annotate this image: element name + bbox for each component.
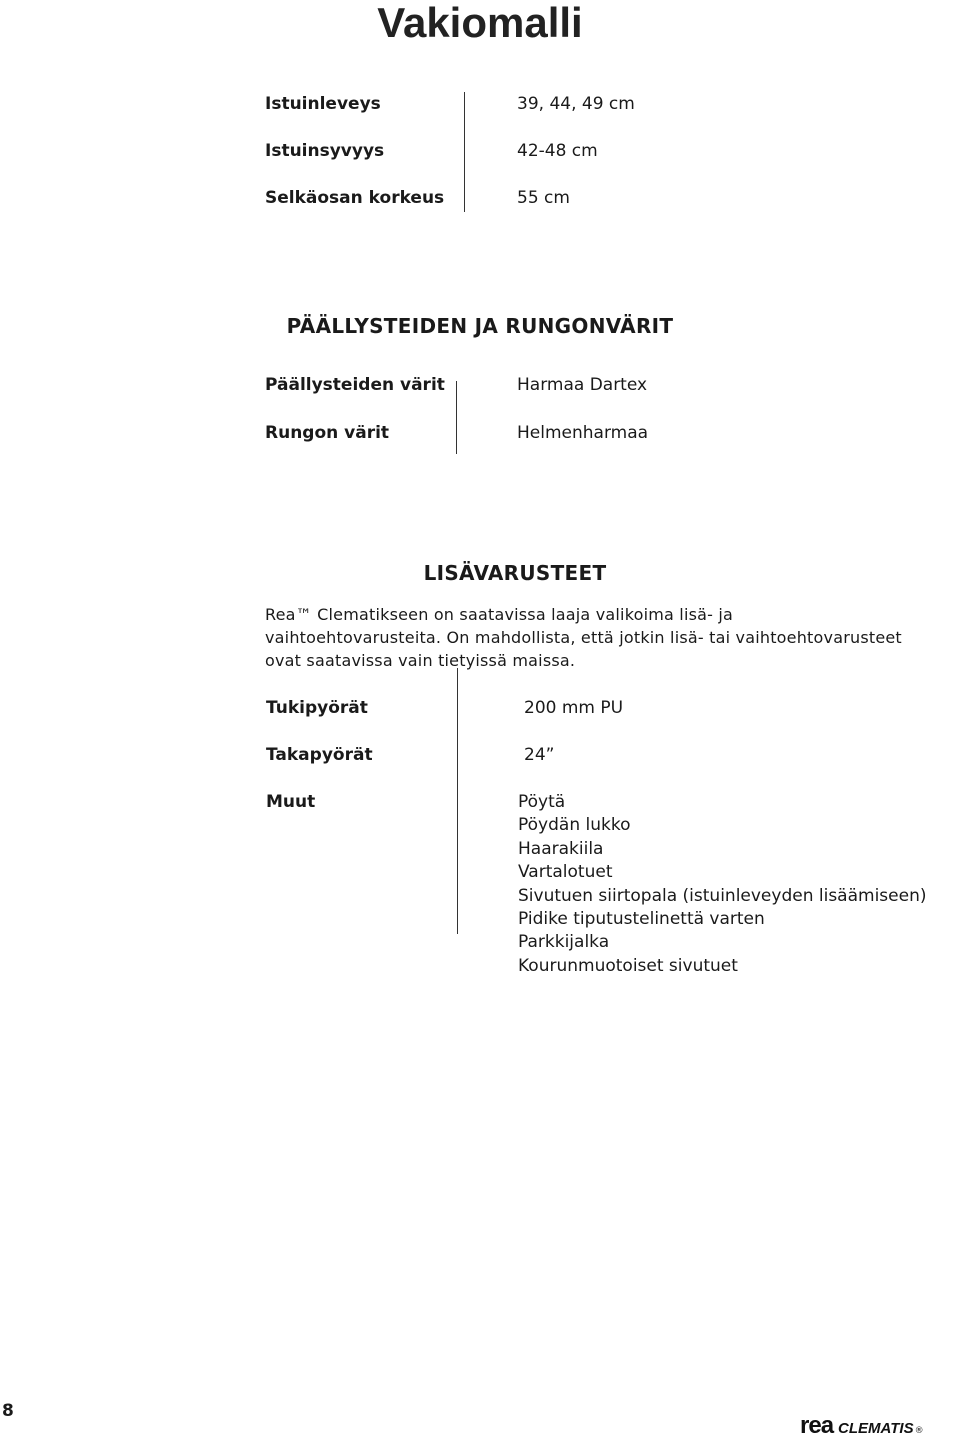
list-item: Parkkijalka xyxy=(518,932,610,953)
list-item: Vartalotuet xyxy=(518,862,613,883)
accessories-heading: LISÄVARUSTEET xyxy=(423,561,607,585)
accessory-label: Takapyörät xyxy=(266,745,373,765)
color-label: Rungon värit xyxy=(265,423,390,443)
page-number: 8 xyxy=(2,1401,14,1421)
page-title: Vakiomalli xyxy=(377,0,583,46)
accessory-value: 200 mm PU xyxy=(524,698,624,718)
other-label: Muut xyxy=(266,792,316,812)
list-item: Kourunmuotoiset sivutuet xyxy=(518,955,738,976)
dimension-label: Istuinsyvyys xyxy=(265,141,385,161)
dimension-label: Istuinleveys xyxy=(265,94,381,114)
brand-logo xyxy=(800,1412,924,1440)
list-item: Sivutuen siirtopala (istuinleveyden lisäämiseen) xyxy=(518,885,927,906)
column-divider xyxy=(464,92,465,212)
dimension-value: 39, 44, 49 cm xyxy=(517,94,635,114)
colors-heading: PÄÄLLYSTEIDEN JA RUNGONVÄRIT xyxy=(286,314,674,338)
color-value: Harmaa Dartex xyxy=(517,375,648,395)
column-divider xyxy=(457,668,458,934)
dimension-label: Selkäosan korkeus xyxy=(265,188,445,208)
column-divider xyxy=(456,381,457,454)
logo-product-text: CLEMATIS xyxy=(838,1420,914,1437)
list-item: Haarakiila xyxy=(518,838,604,859)
logo-rea-text: rea xyxy=(800,1412,834,1439)
accessories-intro: Rea™ Clematikseen on saatavissa laaja valikoima lisä- ja vaihtoehtovarusteita. On mahdollista, että jotkin lisä- tai vaihtoehtovarusteet ovat saatavissa vain tietyissä maissa. xyxy=(265,605,902,670)
registered-mark: ® xyxy=(914,1426,924,1436)
list-item: Pidike tiputustelinettä varten xyxy=(518,909,765,930)
dimension-value: 42-48 cm xyxy=(517,141,598,161)
list-item: Pöydän lukko xyxy=(518,815,631,836)
list-item: Pöytä xyxy=(518,792,566,812)
other-items-list xyxy=(518,791,926,978)
accessory-value: 24” xyxy=(524,745,555,765)
color-label: Päällysteiden värit xyxy=(265,375,445,395)
accessory-label: Tukipyörät xyxy=(266,698,368,718)
dimension-value: 55 cm xyxy=(517,188,570,208)
color-value: Helmenharmaa xyxy=(517,423,649,443)
